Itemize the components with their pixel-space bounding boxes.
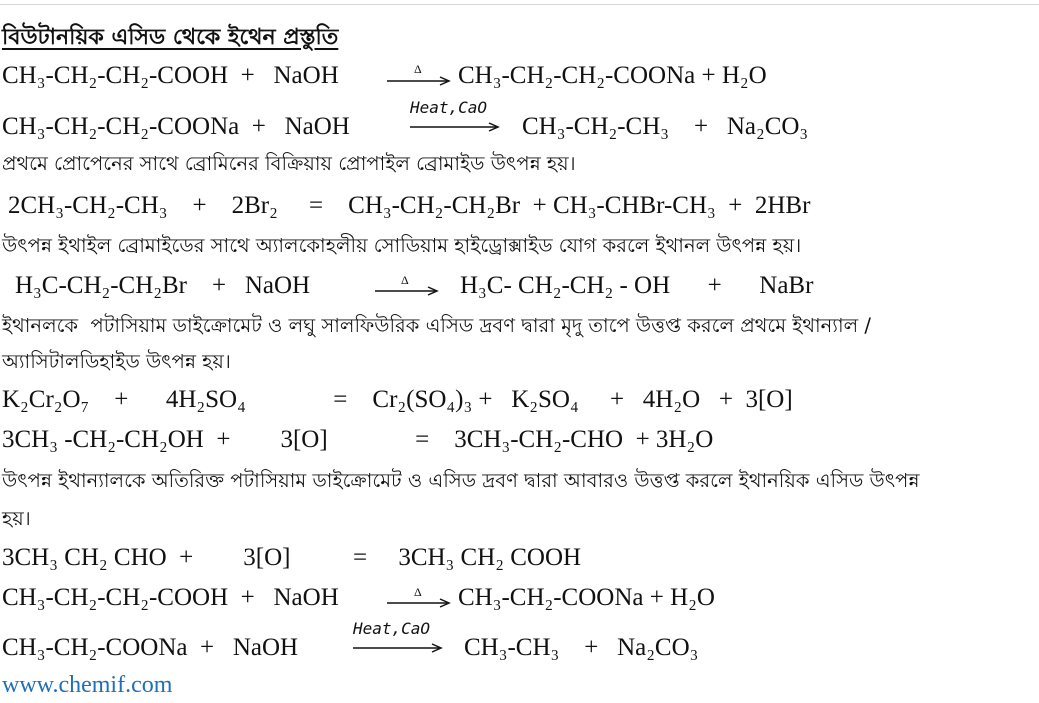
arrow-condition-9: Heat,CaO: [353, 619, 431, 638]
paragraph-ethanoic-acid-2: হয়।: [2, 507, 31, 530]
equation-2-reactants: CH₃-CH₂-CH₂-COONa + NaOH: [2, 113, 350, 140]
equation-7: 3CH₃ CH₂ CHO + 3[O] = 3CH₃ CH₂ COOH: [2, 544, 582, 571]
equation-3: 2CH₃-CH₂-CH₃ + 2Br₂ = CH₃-CH₂-CH₂Br + CH₃-CHBr-CH₃ + 2HBr: [8, 192, 811, 219]
reaction-arrow-9: [353, 643, 445, 653]
page-title: বিউটানয়িক এসিড থেকে ইথেন প্রস্তুতি: [2, 25, 339, 50]
equation-9-reactants: CH₃-CH₂-COONa + NaOH: [2, 634, 299, 661]
arrow-condition-8: Δ: [414, 585, 422, 599]
equation-8-products: CH₃-CH₂-COONa + H₂O: [458, 584, 715, 611]
equation-1-products: CH₃-CH₂-CH₂-COONa + H₂O: [458, 62, 767, 89]
paragraph-ethanoic-acid-1: উৎপন্ন ইথান্যালকে অতিরিক্ত পটাসিয়াম ডাইক্রোমেট ও এসিড দ্রবণ দ্বারা আবারও উত্তপ্ত করলে ইথানয়িক এসিড উৎপন্ন: [2, 469, 920, 492]
paragraph-ethanol: উৎপন্ন ইথাইল ব্রোমাইডের সাথে অ্যালকোহলীয় সোডিয়াম হাইড্রোক্সাইড যোগ করলে ইথানল উৎপন্ন হয়।: [2, 234, 802, 257]
arrow-condition-2: Heat,CaO: [410, 98, 488, 117]
top-border: [0, 0, 1039, 5]
website-link[interactable]: www.chemif.com: [2, 672, 173, 698]
equation-4-reactants: H₃C-CH₂-CH₂Br + NaOH: [15, 272, 311, 299]
arrow-condition-1: Δ: [414, 62, 422, 76]
paragraph-ethanal-2: অ্যাসিটালডিহাইড উৎপন্ন হয়।: [2, 350, 231, 373]
paragraph-propyl-bromide: প্রথমে প্রোপেনের সাথে ব্রোমিনের বিক্রিয়ায় প্রোপাইল ব্রোমাইড উৎপন্ন হয়।: [2, 152, 576, 175]
equation-1-reactants: CH₃-CH₂-CH₂-COOH + NaOH: [2, 62, 339, 89]
arrow-condition-4: Δ: [401, 273, 409, 287]
equation-4-products: H₃C- CH₂-CH₂ - OH + NaBr: [460, 272, 814, 299]
equation-5: K₂Cr₂O₇ + 4H₂SO₄ = Cr₂(SO₄)₃ + K₂SO₄ + 4H₂O + 3[O]: [2, 386, 793, 413]
paragraph-ethanal-1: ইথানলকে পটাসিয়াম ডাইক্রোমেট ও লঘু সালফিউরিক এসিড দ্রবণ দ্বারা মৃদু তাপে উত্তপ্ত করলে প্রথমে ইথান্যাল /: [2, 314, 871, 337]
equation-9-products: CH₃-CH₃ + Na₂CO₃: [464, 634, 699, 661]
equation-6: 3CH₃ -CH₂-CH₂OH + 3[O] = 3CH₃-CH₂-CHO + 3H₂O: [2, 426, 714, 453]
equation-2-products: CH₃-CH₂-CH₃ + Na₂CO₃: [522, 113, 809, 140]
reaction-arrow-1: [387, 76, 453, 86]
reaction-arrow-2: [410, 122, 502, 132]
equation-8-reactants: CH₃-CH₂-CH₂-COOH + NaOH: [2, 584, 339, 611]
